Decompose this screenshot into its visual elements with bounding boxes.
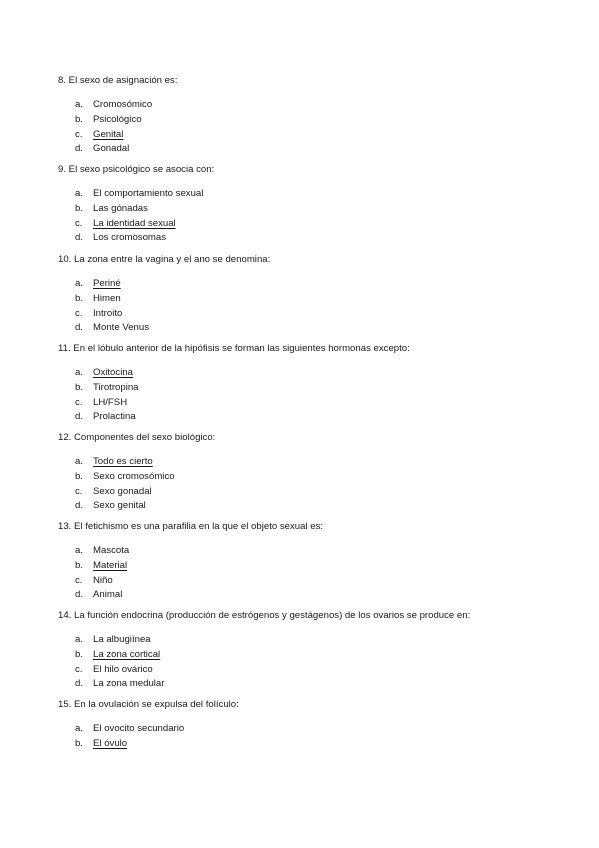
option-text-correct: La zona cortical: [93, 649, 161, 661]
option-text: Gonadal: [93, 143, 130, 155]
question-text: 10. La zona entre la vagina y el ano se denomina:: [58, 254, 271, 265]
option-letter: d.: [75, 232, 84, 244]
option-item: [58, 277, 578, 292]
option-list: [58, 187, 578, 246]
question-text: 13. El fetichismo es una parafilia en la que el objeto sexual es:: [58, 521, 324, 532]
option-text: La albugiínea: [93, 634, 151, 646]
option-text: Monte Venus: [93, 322, 150, 334]
option-letter: b.: [75, 114, 84, 126]
option-letter: a.: [75, 99, 84, 111]
option-text-correct: Todo es cierto: [93, 456, 153, 468]
option-text: Animal: [93, 589, 123, 601]
option-letter: c.: [75, 574, 83, 586]
option-text: Niño: [93, 574, 113, 586]
option-letter: a.: [75, 634, 84, 646]
option-letter: b.: [75, 560, 84, 572]
option-letter: b.: [75, 649, 84, 661]
option-letter: d.: [75, 322, 84, 334]
option-text: El hilo ovárico: [93, 663, 153, 675]
option-text: Tirotropina: [93, 382, 139, 394]
option-text: Himen: [93, 293, 121, 305]
question-12: [58, 432, 578, 512]
option-text-correct: La identidad sexual: [93, 217, 176, 229]
option-item: [58, 98, 578, 113]
option-list: [58, 277, 578, 336]
option-item: [58, 499, 578, 514]
option-text: Las gónadas: [93, 203, 148, 215]
option-item: [58, 588, 578, 603]
option-text: Introito: [93, 307, 123, 319]
option-text: El ovocito secundario: [93, 723, 185, 735]
option-item: [58, 648, 578, 663]
option-item: [58, 321, 578, 336]
option-text: Sexo cromosómico: [93, 471, 175, 483]
question-11: [58, 343, 578, 423]
question-text: 12. Componentes del sexo biológico:: [58, 432, 216, 443]
question-13: [58, 521, 578, 601]
option-item: [58, 216, 578, 231]
option-item: [58, 306, 578, 321]
question-text: 8. El sexo de asignación es:: [58, 75, 178, 86]
option-item: [58, 544, 578, 559]
option-text: Sexo gonadal: [93, 485, 152, 497]
option-item: [58, 455, 578, 470]
option-letter: b.: [75, 738, 84, 750]
option-letter: d.: [75, 678, 84, 690]
question-text: 11. En el lóbulo anterior de la hipófisis se forman las siguientes hormonas excepto:: [58, 343, 410, 354]
option-letter: c.: [75, 128, 83, 140]
option-letter: d.: [75, 589, 84, 601]
option-item: [58, 410, 578, 425]
option-item: [58, 127, 578, 142]
option-text-correct: El óvulo: [93, 738, 128, 750]
option-list: [58, 98, 578, 157]
option-list: [58, 455, 578, 514]
option-letter: a.: [75, 278, 84, 290]
option-item: [58, 231, 578, 246]
option-letter: d.: [75, 143, 84, 155]
option-text: Cromosómico: [93, 99, 153, 111]
option-text: La zona medular: [93, 678, 165, 690]
option-item: [58, 722, 578, 737]
option-text-correct: Material: [93, 560, 128, 572]
option-letter: b.: [75, 471, 84, 483]
option-text: El comportamiento sexual: [93, 188, 204, 200]
option-item: [58, 484, 578, 499]
option-letter: c.: [75, 663, 83, 675]
option-text-correct: Oxitocina: [93, 367, 133, 379]
option-item: [58, 662, 578, 677]
question-14: [58, 610, 578, 690]
question-9: [58, 164, 578, 244]
option-letter: b.: [75, 203, 84, 215]
option-letter: c.: [75, 307, 83, 319]
question-text: 15. En la ovulación se expulsa del folículo:: [58, 699, 239, 710]
option-item: [58, 202, 578, 217]
option-item: [58, 187, 578, 202]
option-letter: a.: [75, 545, 84, 557]
question-10: [58, 254, 578, 334]
option-item: [58, 573, 578, 588]
option-text: Sexo genital: [93, 500, 146, 512]
option-text-correct: Genital: [93, 128, 124, 140]
option-item: [58, 142, 578, 157]
option-item: [58, 737, 578, 752]
option-item: [58, 366, 578, 381]
option-text: Los cromosomas: [93, 232, 167, 244]
question-8: [58, 75, 578, 155]
option-item: [58, 559, 578, 574]
option-item: [58, 677, 578, 692]
option-letter: a.: [75, 188, 84, 200]
option-letter: c.: [75, 485, 83, 497]
option-list: [58, 633, 578, 692]
option-item: [58, 292, 578, 307]
option-text: LH/FSH: [93, 396, 128, 408]
option-text: Psicológico: [93, 114, 142, 126]
option-letter: b.: [75, 382, 84, 394]
option-letter: a.: [75, 367, 84, 379]
option-letter: d.: [75, 411, 84, 423]
option-item: [58, 470, 578, 485]
option-list: [58, 722, 578, 751]
question-text: 9. El sexo psicológico se asocia con:: [58, 164, 215, 175]
option-item: [58, 395, 578, 410]
option-list: [58, 544, 578, 603]
option-letter: d.: [75, 500, 84, 512]
option-letter: b.: [75, 293, 84, 305]
option-text-correct: Periné: [93, 278, 121, 290]
option-letter: c.: [75, 217, 83, 229]
option-text: Mascota: [93, 545, 130, 557]
option-item: [58, 113, 578, 128]
option-letter: c.: [75, 396, 83, 408]
option-letter: a.: [75, 456, 84, 468]
option-list: [58, 366, 578, 425]
question-text: 14. La función endocrina (producción de estrógenos y gestágenos) de los ovarios se produce en:: [58, 610, 471, 621]
option-letter: a.: [75, 723, 84, 735]
option-item: [58, 633, 578, 648]
option-text: Prolactina: [93, 411, 136, 423]
option-item: [58, 381, 578, 396]
question-15: [58, 699, 578, 750]
